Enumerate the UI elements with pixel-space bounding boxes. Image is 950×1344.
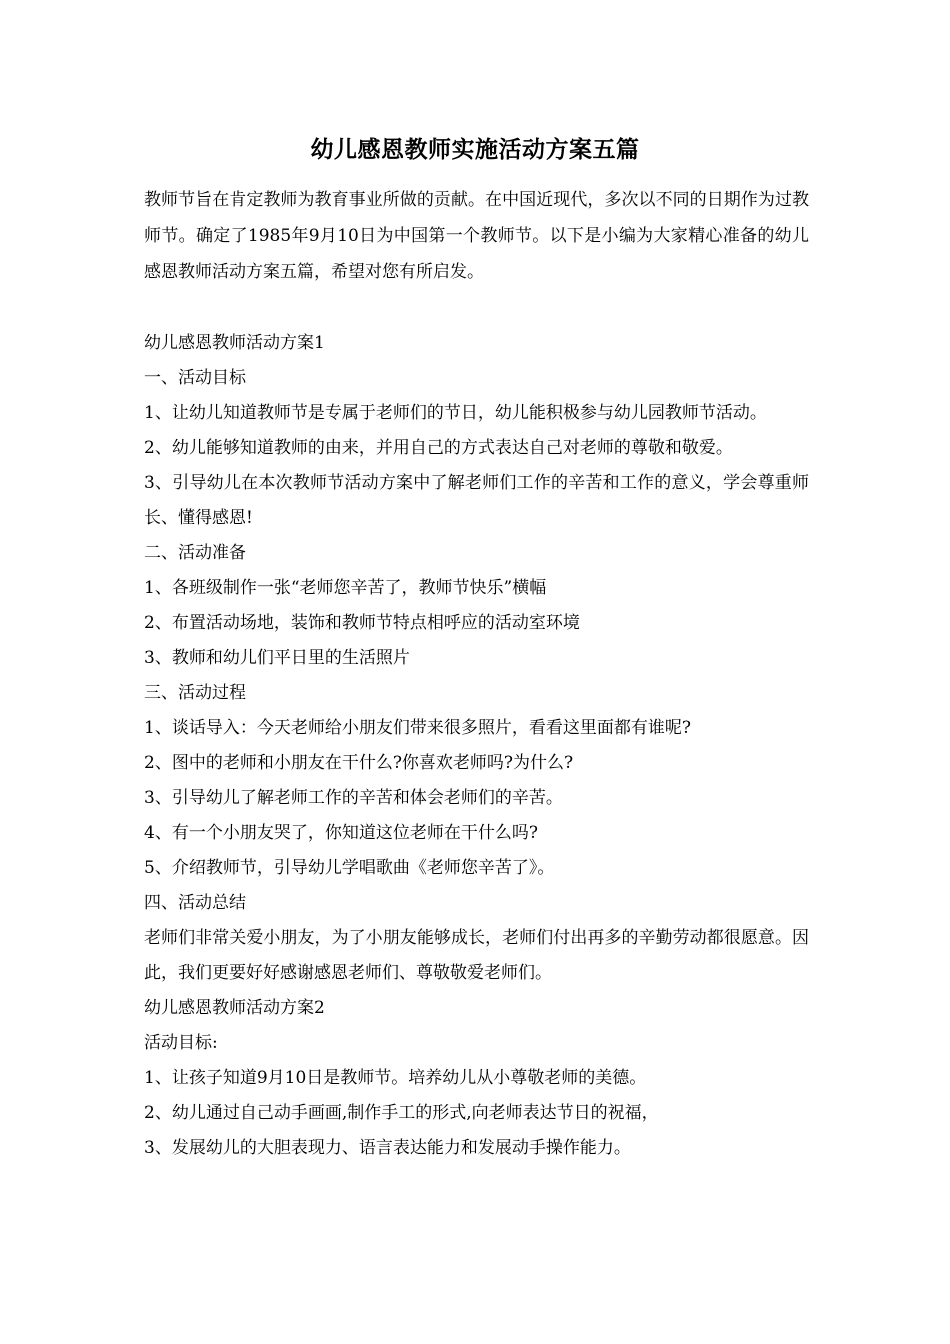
document-body (144, 326, 809, 1166)
intro-paragraph: 教师节旨在肯定教师为教育事业所做的贡献。在中国近现代，多次以不同的日期作为过教师节。确定了1985年9月10日为中国第一个教师节。以下是小编为大家精心准备的幼儿感恩教师活动方案五篇，希望对您有所启发。 (144, 190, 809, 282)
body-paragraph: 2、幼儿能够知道教师的由来，并用自己的方式表达自己对老师的尊敬和敬爱。 (144, 438, 733, 458)
body-paragraph: 3、引导幼儿在本次教师节活动方案中了解老师们工作的辛苦和工作的意义，学会尊重师长、懂得感恩! (144, 473, 809, 528)
document-title: 幼儿感恩教师实施活动方案五篇 (310, 136, 640, 163)
body-paragraph: 3、引导幼儿了解老师工作的辛苦和体会老师们的辛苦。 (144, 788, 563, 808)
body-paragraph: 1、谈话导入：今天老师给小朋友们带来很多照片，看看这里面都有谁呢? (144, 718, 691, 738)
body-paragraph: 活动目标: (144, 1033, 218, 1053)
body-paragraph: 三、活动过程 (144, 683, 246, 703)
body-paragraph: 老师们非常关爱小朋友，为了小朋友能够成长，老师们付出再多的辛勤劳动都很愿意。因此，我们更要好好感谢感恩老师们、尊敬敬爱老师们。 (144, 928, 809, 983)
body-paragraph: 1、让孩子知道9月10日是教师节。培养幼儿从小尊敬老师的美德。 (144, 1068, 647, 1088)
body-paragraph: 1、让幼儿知道教师节是专属于老师们的节日，幼儿能积极参与幼儿园教师节活动。 (144, 403, 767, 423)
body-paragraph: 3、教师和幼儿们平日里的生活照片 (144, 648, 410, 668)
body-paragraph: 一、活动目标 (144, 368, 246, 388)
body-paragraph: 幼儿感恩教师活动方案2 (144, 998, 325, 1018)
body-paragraph: 四、活动总结 (144, 893, 246, 913)
body-paragraph: 4、有一个小朋友哭了，你知道这位老师在干什么吗? (144, 823, 538, 843)
body-paragraph: 1、各班级制作一张“老师您辛苦了，教师节快乐”横幅 (144, 578, 547, 598)
body-paragraph: 2、布置活动场地，装饰和教师节特点相呼应的活动室环境 (144, 613, 580, 633)
body-paragraph: 二、活动准备 (144, 543, 246, 563)
body-paragraph: 2、幼儿通过自己动手画画,制作手工的形式,向老师表达节日的祝福， (144, 1103, 659, 1123)
body-paragraph: 2、图中的老师和小朋友在干什么?你喜欢老师吗?为什么? (144, 753, 574, 773)
body-paragraph: 幼儿感恩教师活动方案1 (144, 333, 325, 353)
body-paragraph: 5、介绍教师节，引导幼儿学唱歌曲《老师您辛苦了》。 (144, 858, 555, 878)
body-paragraph: 3、发展幼儿的大胆表现力、语言表达能力和发展动手操作能力。 (144, 1138, 631, 1158)
